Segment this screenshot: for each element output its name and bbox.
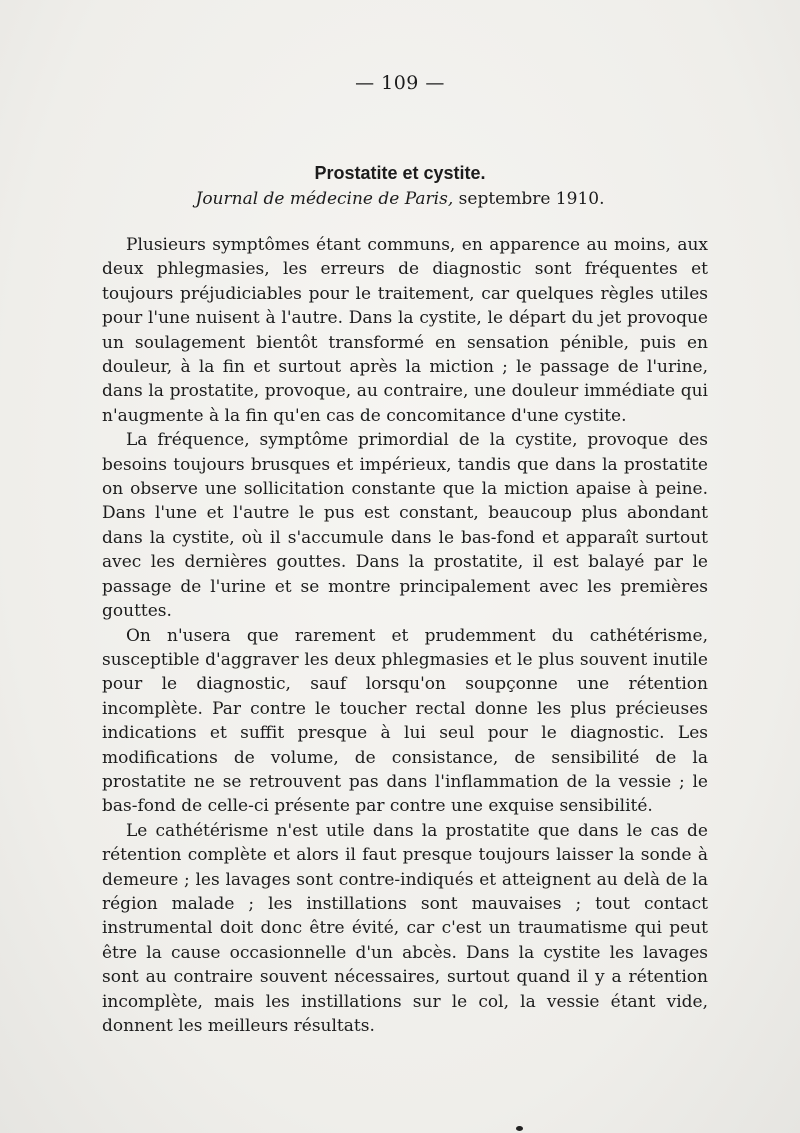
paragraph: On n'usera que rarement et prudemment du cathétérisme, susceptible d'aggraver les deux phlegmasies et le plus souvent inutile pour le diagnostic, sauf lorsqu'on soupçonne une rétention incomplète. Par contre le toucher rectal donne les plus précieuses indications et suffit presque à lui seul pour le diagnostic. Les modifications de volume, de consistance, de sensibilité de la prostatite ne se retrouvent pas dans l'inflammation de la vessie ; le bas-fond de celle-ci présente par contre une exquise sensibilité.: [102, 625, 708, 817]
article-source: [0, 189, 800, 209]
paragraph: Plusieurs symptômes étant communs, en apparence au moins, aux deux phlegmasies, les erreurs de diagnostic sont fréquentes et toujours préjudiciables pour le traitement, car quelques règles utiles pour l'une nuisent à l'autre. Dans la cystite, le départ du jet provoque un soulagement bientôt transformé en sensation pénible, puis en douleur, à la fin et surtout après la miction ; le passage de l'urine, dans la prostatite, provoque, au contraire, une douleur immédiate qui n'augmente à la fin qu'en cas de concomitance d'une cystite.: [102, 235, 708, 426]
source-date: septembre 1910.: [453, 189, 605, 209]
source-journal: Journal de médecine de Paris,: [195, 189, 454, 209]
ink-speck: [516, 1126, 523, 1131]
article-body: [102, 233, 708, 1038]
paragraph: Le cathétérisme n'est utile dans la prostatite que dans le cas de rétention complète et alors il faut presque toujours laisser la sonde à demeure ; les lavages sont contre-indiqués et atteignent au delà de la région malade ; les instillations sont mauvaises ; tout contact instrumental doit donc être évité, car c'est un traumatisme qui peut être la cause occasionnelle d'un abcès. Dans la cystite les lavages sont au contraire souvent nécessaires, surtout quand il y a rétention incomplète, mais les instillations sur le col, la vessie étant vide, donnent les meilleurs résultats.: [102, 820, 708, 1036]
article-title: Prostatite et cystite.: [314, 163, 486, 183]
paragraph: La fréquence, symptôme primordial de la cystite, provoque des besoins toujours brusques et impérieux, tandis que dans la prostatite on observe une sollicitation constante que la miction apaise à peine. Dans l'une et l'autre le pus est constant, beaucoup plus abondant dans la cystite, où il s'accumule dans le bas-fond et apparaît surtout avec les dernières gouttes. Dans la prostatite, il est balayé par le passage de l'urine et se montre principalement avec les premières gouttes.: [102, 430, 708, 622]
page-number: — 109 —: [355, 72, 445, 94]
